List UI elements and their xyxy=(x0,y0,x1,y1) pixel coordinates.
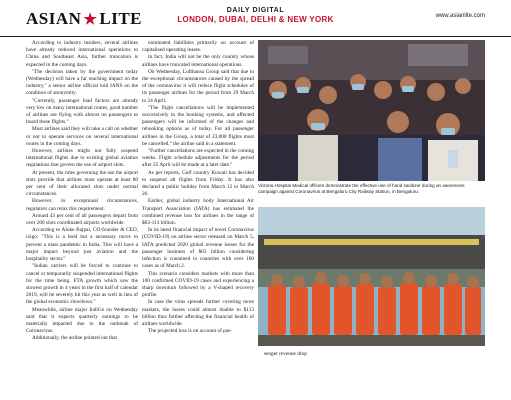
crowd-illustration xyxy=(258,40,485,181)
paragraph: However, airlines might not fully suspend international flights due to existing global aviation regulations that govern the use of airport slots. xyxy=(26,148,138,169)
paragraph: "Indian carriers will be forced to continue to cancel or temporarily suspended international flights for the time being. FTA growth which saw the slowest growth in 4 years in the first half of calendar 2019, will be severely hit this year as well in lieu of the global economic slowdown." xyxy=(26,263,138,306)
paragraph: The projected loss is on account of pas- xyxy=(148,328,232,335)
masthead xyxy=(0,0,511,37)
group-illustration xyxy=(258,207,485,346)
paragraph: Earlier, global industry body International Air Transport Association (IATA) has estimated the combined revenue loss for airlines in the range of $63-113 billion. xyxy=(142,198,254,227)
paragraph: In fact, India will not be the only country whose airlines have truncated international operations. xyxy=(142,54,254,68)
paragraph: On Wednesday, Lufthansa Group said that due to the exceptional circumstances caused by the spread of the coronavirus it will reduce flight schedules of its passenger airlines for the period from 29 March to 24 April. xyxy=(142,68,254,104)
paragraph: "Currently, passenger load factors are already very low on many international routes, good number of airlines are flying with almost no passengers to board these flights." xyxy=(26,97,138,126)
paragraph: However, in exceptional circumstances, regulators can relax this requirement. xyxy=(26,198,138,212)
article-column-2 xyxy=(142,40,254,335)
website-link[interactable]: www.asianlite.com xyxy=(435,13,485,19)
paragraph: "The flight cancellations will be implemented successively in the booking systems, and affected passengers will be informed of the changes and rebooking options as of today. For all passenger airlines in the Group, a total of 23,000 flights must be cancelled," the airline said in a statement. xyxy=(142,104,254,147)
paragraph: According to Aloke Bajpai, CO-founder & CEO, ixigo: "This is a bold but a necessary move to prevent a mass pandemic in India. This will have a major impact beyond just aviation and the hospitality sector." xyxy=(26,227,138,263)
edition-block xyxy=(0,7,511,24)
paragraph: At present, the rules governing the use the airport slots provide that airlines must operate at least 80 per cent of their allocated slots under normal circumstances. xyxy=(26,169,138,198)
paragraph: As per reports, Gulf country Kuwait has decided to suspend all flights from Friday. It has also declared a public holiday from March 12 to March 26. xyxy=(142,169,254,198)
paragraph: This scenario considers markets with more than 100 confirmed COVID-19 cases and experiencing a sharp downturn followed by a V-shaped recovery profile. xyxy=(142,270,254,299)
paragraph: "The decision taken by the government today (Wednesday) will have a far reaching impact on the industry," a senior airline official told IANS on the condition of anonymity. xyxy=(26,68,138,97)
paragraph: nominated liabilities primarily on account of capitalised operating leases. xyxy=(142,40,254,54)
edition-cities: LONDON, DUBAI, DELHI & NEW YORK xyxy=(177,15,334,24)
logo-star-icon: ★ xyxy=(83,12,98,28)
article-column-1 xyxy=(26,40,138,343)
orange-uniform-group-photo xyxy=(258,207,485,346)
paragraph: In its latest financial impact of novel Coronavirus (COVID-19) on airline sector released on March 5, IATA predicted 2020 global revenue losses for the passenger business of $63 billion considering infection is contained in countries with over 100 cases as of March 2. xyxy=(142,227,254,270)
photo-caption: Victoria Hospital Medical officers demonstrate the effective use of hand sanitizer during an awareness campaign against Coronavirus at Bengaluru City Railway Station, in Bengaluru. xyxy=(258,183,465,194)
logo-right: LITE xyxy=(99,9,142,28)
hand-sanitizer-campaign-photo xyxy=(258,40,485,181)
paragraph: senger revenue drop xyxy=(264,351,307,357)
paragraph: According to industry insiders, several airlines have already reduced international operations to China and Southeast Asia, further truncation is expected in the coming days. xyxy=(26,40,138,68)
paragraph: Most airlines said they will take a call on whether or not to operate services on several international routes in the coming days. xyxy=(26,126,138,147)
paragraph: Around 43 per cent of all passengers depart from over 200 slots coordinated airports worldwide. xyxy=(26,212,138,227)
article-column-3 xyxy=(258,351,370,358)
edition-label: DAILY DIGITAL xyxy=(226,7,285,14)
paragraph: In case the virus spreads further covering more markets, the losses could almost double to $113 billion thus further affecting the financial health of airlines worldwide. xyxy=(142,299,254,327)
logo-left: ASIAN xyxy=(26,9,82,28)
paragraph: "Further cancellations are expected in the coming weeks. Flight schedule adjustments for the period after 25 April will be made at a later date." xyxy=(142,148,254,169)
paragraph: Meanwhile, airline major IndiGo on Wednesday said that it expects quarterly earnings to be materially impacted due to the outbreak of Coronavirus. xyxy=(26,306,138,335)
paragraph: Additionally, the airline pointed out that xyxy=(32,335,117,342)
